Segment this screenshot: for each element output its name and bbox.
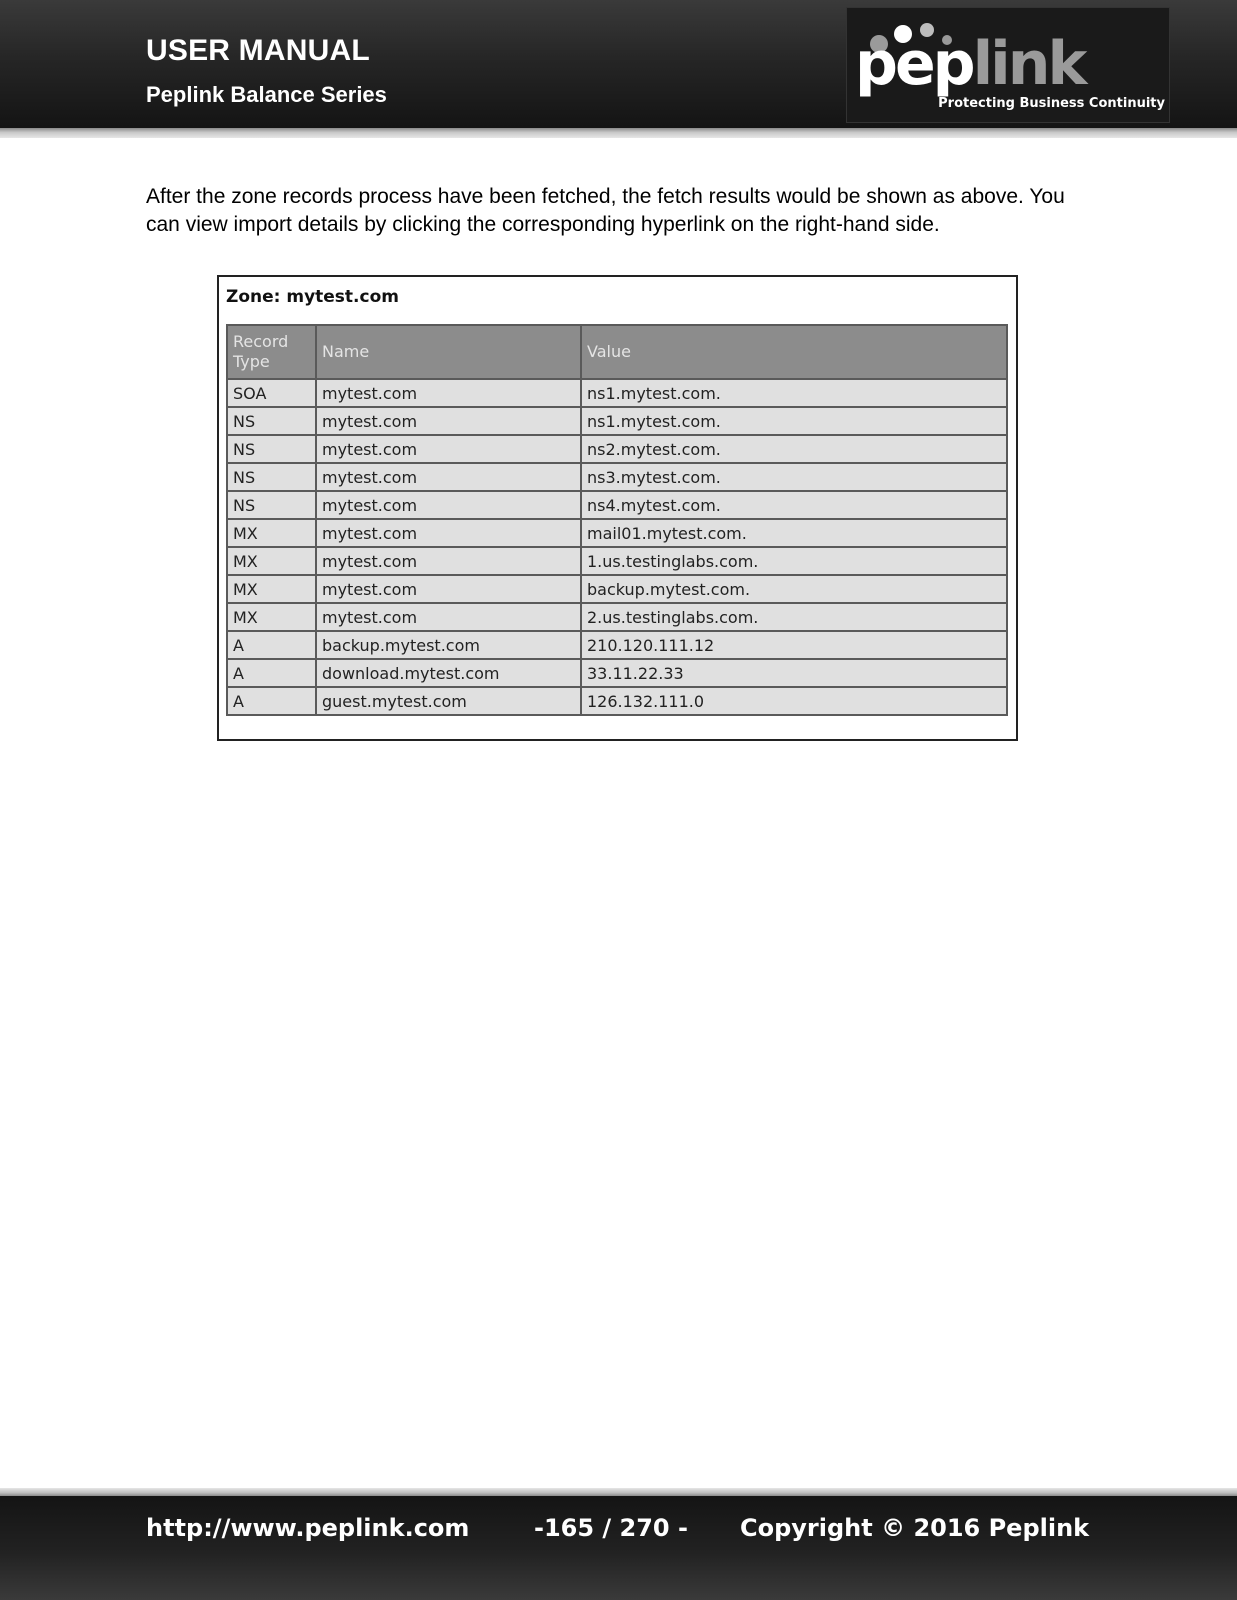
cell-value: ns4.mytest.com.: [581, 491, 1007, 519]
document-subtitle: Peplink Balance Series: [146, 82, 387, 107]
table-row: [227, 659, 1007, 687]
footer-page-number: -165 / 270 -: [534, 1514, 688, 1542]
zone-records-screenshot: [217, 275, 1018, 741]
peplink-logo: [846, 7, 1170, 123]
cell-value: backup.mytest.com.: [581, 575, 1007, 603]
cell-value: 2.us.testinglabs.com.: [581, 603, 1007, 631]
table-row: [227, 575, 1007, 603]
column-header-name: Name: [316, 325, 581, 379]
footer-copyright: Copyright © 2016 Peplink: [740, 1514, 1090, 1542]
cell-value: 126.132.111.0: [581, 687, 1007, 715]
page-footer: [0, 1496, 1237, 1600]
cell-name: mytest.com: [316, 379, 581, 407]
cell-name: mytest.com: [316, 491, 581, 519]
logo-word-pep: pep: [855, 29, 973, 99]
table-row: [227, 519, 1007, 547]
column-header-record-type: Record Type: [227, 325, 316, 379]
zone-records-table: [226, 324, 1008, 716]
cell-value: 1.us.testinglabs.com.: [581, 547, 1007, 575]
cell-name: mytest.com: [316, 407, 581, 435]
logo-wordmark: [855, 29, 1085, 99]
cell-name: guest.mytest.com: [316, 687, 581, 715]
body-paragraph: After the zone records process have been fetched, the fetch results would be shown as above. You can view import details by clicking the corresponding hyperlink on the right-hand side.: [146, 185, 1065, 236]
table-row: [227, 603, 1007, 631]
cell-record-type: NS: [227, 463, 316, 491]
cell-record-type: NS: [227, 407, 316, 435]
table-row: [227, 631, 1007, 659]
cell-value: mail01.mytest.com.: [581, 519, 1007, 547]
cell-value: ns2.mytest.com.: [581, 435, 1007, 463]
cell-record-type: NS: [227, 435, 316, 463]
cell-record-type: A: [227, 687, 316, 715]
cell-name: mytest.com: [316, 603, 581, 631]
cell-name: mytest.com: [316, 519, 581, 547]
header-divider: [0, 128, 1237, 138]
cell-record-type: MX: [227, 519, 316, 547]
logo-tagline: Protecting Business Continuity: [938, 96, 1165, 111]
cell-name: backup.mytest.com: [316, 631, 581, 659]
table-row: [227, 687, 1007, 715]
cell-value: ns1.mytest.com.: [581, 379, 1007, 407]
cell-record-type: A: [227, 659, 316, 687]
document-title: USER MANUAL: [146, 34, 370, 67]
cell-name: mytest.com: [316, 435, 581, 463]
cell-name: mytest.com: [316, 463, 581, 491]
cell-name: mytest.com: [316, 575, 581, 603]
footer-url: http://www.peplink.com: [146, 1514, 470, 1542]
cell-value: 33.11.22.33: [581, 659, 1007, 687]
zone-title: Zone: mytest.com: [226, 287, 399, 307]
cell-value: ns3.mytest.com.: [581, 463, 1007, 491]
table-row: [227, 379, 1007, 407]
table-row: [227, 491, 1007, 519]
cell-record-type: MX: [227, 575, 316, 603]
cell-record-type: MX: [227, 603, 316, 631]
cell-record-type: SOA: [227, 379, 316, 407]
footer-divider: [0, 1488, 1237, 1496]
cell-name: mytest.com: [316, 547, 581, 575]
logo-word-link: link: [972, 29, 1085, 99]
cell-record-type: MX: [227, 547, 316, 575]
cell-value: 210.120.111.12: [581, 631, 1007, 659]
column-header-value: Value: [581, 325, 1007, 379]
table-row: [227, 547, 1007, 575]
cell-name: download.mytest.com: [316, 659, 581, 687]
cell-value: ns1.mytest.com.: [581, 407, 1007, 435]
table-header-row: [227, 325, 1007, 379]
table-row: [227, 435, 1007, 463]
table-row: [227, 407, 1007, 435]
cell-record-type: NS: [227, 491, 316, 519]
table-row: [227, 463, 1007, 491]
cell-record-type: A: [227, 631, 316, 659]
